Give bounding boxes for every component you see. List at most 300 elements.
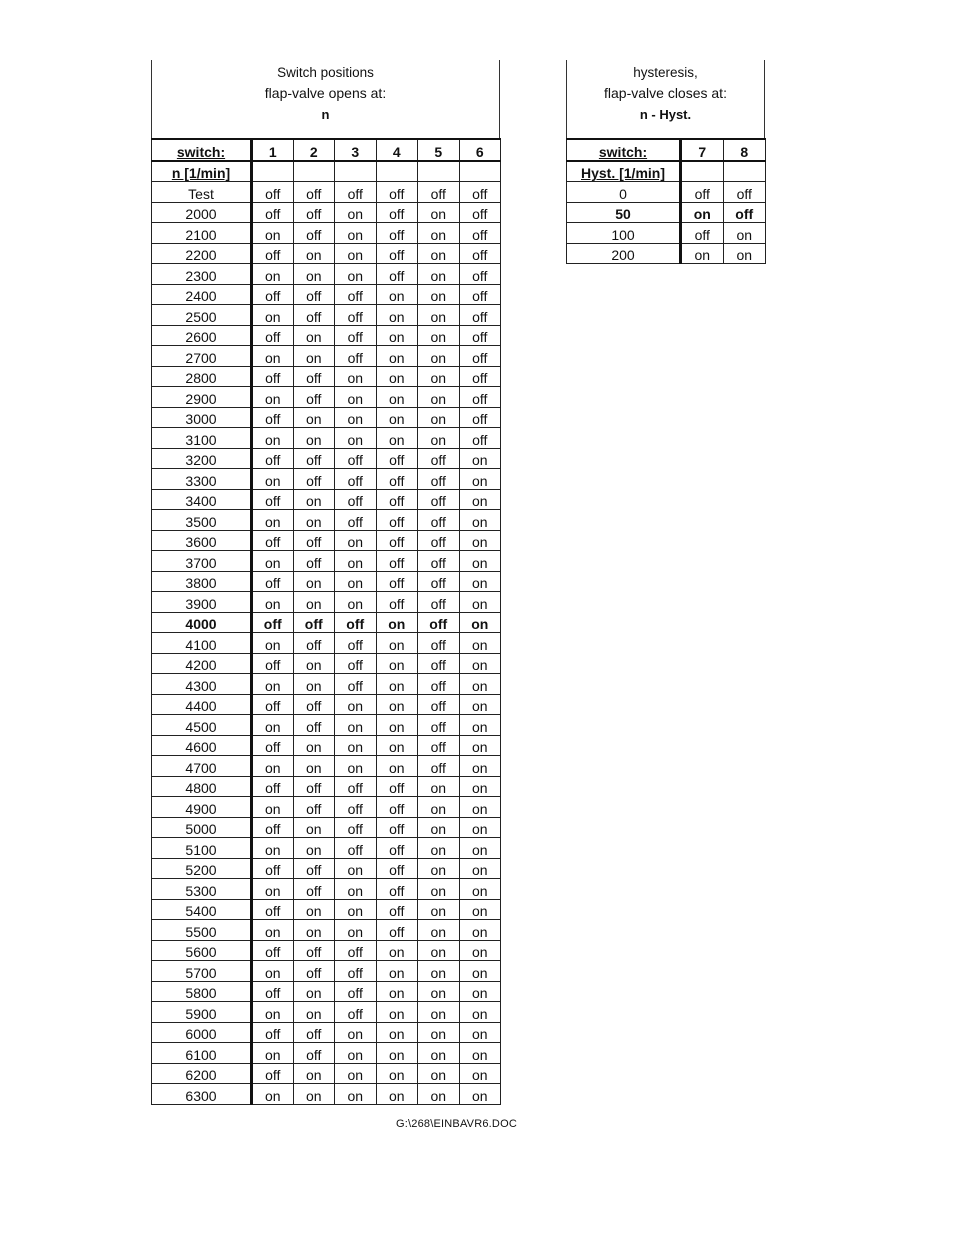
switch-state: on <box>376 407 418 428</box>
unit-row <box>567 161 766 182</box>
switch-state: on <box>252 346 294 367</box>
switch-state: off <box>252 817 294 838</box>
row-value: 2600 <box>152 325 252 346</box>
switch-state: off <box>252 243 294 264</box>
switch-state: on <box>376 366 418 387</box>
hyst-header-line2: flap-valve closes at: <box>604 85 727 101</box>
table-row <box>152 653 501 674</box>
row-value: 6100 <box>152 1043 252 1064</box>
switch-state: on <box>418 858 460 879</box>
switch-state: off <box>252 182 294 203</box>
switch-state: off <box>418 633 460 654</box>
switch-state: on <box>252 674 294 695</box>
switch-state: on <box>376 325 418 346</box>
empty-cell <box>723 161 766 182</box>
row-value: 5600 <box>152 940 252 961</box>
switch-state: off <box>293 961 335 982</box>
switch-state: on <box>252 469 294 490</box>
switch-number: 1 <box>252 139 294 161</box>
switch-state: off <box>376 776 418 797</box>
switch-state: on <box>459 817 501 838</box>
switch-state: off <box>335 489 377 510</box>
switch-state: on <box>293 920 335 941</box>
table-row <box>152 346 501 367</box>
switch-state: on <box>459 551 501 572</box>
switch-state: off <box>418 735 460 756</box>
table-row <box>567 223 766 244</box>
switch-state: on <box>335 756 377 777</box>
switch-state: off <box>723 182 766 203</box>
switch-label: switch: <box>567 139 681 161</box>
switch-state: off <box>681 223 724 244</box>
switch-state: on <box>252 592 294 613</box>
switch-state: on <box>335 920 377 941</box>
table-row <box>152 305 501 326</box>
row-value: 3800 <box>152 571 252 592</box>
switch-state: on <box>376 961 418 982</box>
switch-state: on <box>335 1063 377 1084</box>
switch-state: on <box>376 1002 418 1023</box>
switch-state: on <box>293 243 335 264</box>
table-row <box>152 1022 501 1043</box>
switch-state: on <box>418 899 460 920</box>
switch-state: off <box>252 448 294 469</box>
switch-state: off <box>293 448 335 469</box>
document-path: G:\268\EINBAVR6.DOC <box>396 1118 517 1130</box>
switch-state: on <box>293 325 335 346</box>
switch-state: off <box>293 530 335 551</box>
switch-state: on <box>335 223 377 244</box>
switch-state: off <box>252 858 294 879</box>
switch-state: off <box>376 469 418 490</box>
table-row <box>152 633 501 654</box>
switch-state: on <box>418 202 460 223</box>
switch-state: on <box>293 817 335 838</box>
row-value: 2200 <box>152 243 252 264</box>
table-row <box>152 510 501 531</box>
switch-state: on <box>293 346 335 367</box>
switch-state: on <box>252 551 294 572</box>
switch-state: on <box>459 612 501 633</box>
switch-number: 6 <box>459 139 501 161</box>
switch-state: off <box>681 182 724 203</box>
switch-number: 2 <box>293 139 335 161</box>
table-row <box>152 961 501 982</box>
switch-state: on <box>459 1043 501 1064</box>
switch-state: off <box>376 858 418 879</box>
switch-state: off <box>293 1022 335 1043</box>
switch-state: on <box>376 653 418 674</box>
table-row <box>152 940 501 961</box>
empty-cell <box>293 161 335 182</box>
switch-state: on <box>681 202 724 223</box>
switch-state: off <box>293 879 335 900</box>
switch-label: switch: <box>152 139 252 161</box>
row-value: 6200 <box>152 1063 252 1084</box>
row-value: 3200 <box>152 448 252 469</box>
switch-state: off <box>252 325 294 346</box>
switch-state: off <box>293 1043 335 1064</box>
switch-state: off <box>459 387 501 408</box>
switch-state: on <box>459 592 501 613</box>
row-value: Test <box>152 182 252 203</box>
switch-state: off <box>335 653 377 674</box>
switch-state: off <box>335 305 377 326</box>
table-row <box>152 1063 501 1084</box>
switch-number: 5 <box>418 139 460 161</box>
switch-state: on <box>418 1063 460 1084</box>
switch-state: off <box>335 469 377 490</box>
switch-state: on <box>418 961 460 982</box>
row-value: 4400 <box>152 694 252 715</box>
switch-state: on <box>459 530 501 551</box>
switch-state: on <box>252 510 294 531</box>
switch-state: on <box>252 264 294 285</box>
switch-state: on <box>252 1084 294 1105</box>
switch-state: on <box>335 1022 377 1043</box>
switch-state: off <box>335 797 377 818</box>
switch-state: on <box>459 838 501 859</box>
switch-state: off <box>252 653 294 674</box>
switch-state: on <box>252 223 294 244</box>
switch-state: on <box>376 346 418 367</box>
switch-state: on <box>459 920 501 941</box>
switch-state: off <box>418 182 460 203</box>
switch-state: on <box>418 325 460 346</box>
table-row <box>152 735 501 756</box>
table-row <box>152 879 501 900</box>
switch-state: on <box>459 510 501 531</box>
switch-state: on <box>335 592 377 613</box>
switch-state: off <box>335 817 377 838</box>
switch-state: off <box>459 243 501 264</box>
switch-state: on <box>293 489 335 510</box>
switch-state: off <box>252 530 294 551</box>
table-row <box>152 469 501 490</box>
switch-number: 4 <box>376 139 418 161</box>
switch-state: on <box>418 1084 460 1105</box>
switch-header-row <box>567 139 766 161</box>
table-row <box>152 366 501 387</box>
switch-state: off <box>418 551 460 572</box>
switch-state: off <box>459 428 501 449</box>
switch-state: off <box>418 510 460 531</box>
switch-state: on <box>293 838 335 859</box>
switch-state: off <box>418 715 460 736</box>
table-row <box>567 182 766 203</box>
switch-state: on <box>418 305 460 326</box>
row-value: 2400 <box>152 284 252 305</box>
switch-state: on <box>293 1084 335 1105</box>
switch-state: off <box>376 243 418 264</box>
switch-state: off <box>252 776 294 797</box>
switch-number: 7 <box>681 139 724 161</box>
switch-state: off <box>293 776 335 797</box>
table-row <box>152 428 501 449</box>
switch-state: on <box>418 284 460 305</box>
switch-state: off <box>252 489 294 510</box>
switch-state: on <box>376 387 418 408</box>
switch-state: on <box>459 756 501 777</box>
switch-state: on <box>418 1002 460 1023</box>
switch-state: off <box>293 694 335 715</box>
row-value: 4000 <box>152 612 252 633</box>
switch-state: on <box>418 776 460 797</box>
switch-state: off <box>418 571 460 592</box>
switch-state: off <box>252 694 294 715</box>
switch-state: off <box>376 530 418 551</box>
switch-state: off <box>418 592 460 613</box>
switch-state: off <box>252 202 294 223</box>
switch-state: on <box>459 735 501 756</box>
switch-state: off <box>376 838 418 859</box>
hysteresis-header <box>566 60 765 138</box>
switch-state: off <box>459 305 501 326</box>
switch-state: on <box>252 797 294 818</box>
table-row <box>152 1043 501 1064</box>
switch-state: off <box>293 940 335 961</box>
switch-state: off <box>293 612 335 633</box>
switch-state: off <box>376 510 418 531</box>
switch-state: on <box>459 715 501 736</box>
table-row <box>152 571 501 592</box>
table-row <box>152 243 501 264</box>
switch-state: on <box>459 1002 501 1023</box>
switch-state: on <box>293 981 335 1002</box>
switch-state: on <box>293 1063 335 1084</box>
empty-cell <box>335 161 377 182</box>
switch-state: on <box>376 981 418 1002</box>
switch-state: on <box>293 407 335 428</box>
switch-state: off <box>376 223 418 244</box>
row-value: 5300 <box>152 879 252 900</box>
switch-state: off <box>376 879 418 900</box>
switch-state: off <box>376 264 418 285</box>
table-row <box>152 325 501 346</box>
switch-state: off <box>252 1022 294 1043</box>
switch-state: on <box>376 612 418 633</box>
switch-state: on <box>335 530 377 551</box>
switch-state: off <box>376 797 418 818</box>
switch-state: on <box>418 817 460 838</box>
table-row <box>152 592 501 613</box>
switch-state: on <box>723 243 766 264</box>
switch-state: on <box>459 571 501 592</box>
switch-state: off <box>418 469 460 490</box>
switch-state: off <box>418 653 460 674</box>
switch-state: on <box>376 305 418 326</box>
switch-state: on <box>459 899 501 920</box>
table-row <box>152 756 501 777</box>
switch-state: off <box>293 305 335 326</box>
switch-state: off <box>293 223 335 244</box>
table-row <box>152 899 501 920</box>
switch-state: off <box>459 202 501 223</box>
switch-state: on <box>459 776 501 797</box>
switch-state: on <box>252 879 294 900</box>
switch-state: on <box>459 489 501 510</box>
table-row <box>152 612 501 633</box>
switch-state: on <box>459 1063 501 1084</box>
switch-state: on <box>293 756 335 777</box>
switch-state: on <box>418 407 460 428</box>
main-header-line1: Switch positions <box>277 65 374 80</box>
switch-state: on <box>459 981 501 1002</box>
table-row <box>152 448 501 469</box>
empty-cell <box>376 161 418 182</box>
switch-state: on <box>459 858 501 879</box>
switch-state: on <box>418 838 460 859</box>
row-value: 5500 <box>152 920 252 941</box>
switch-state: on <box>376 428 418 449</box>
row-value: 4600 <box>152 735 252 756</box>
switch-state: on <box>335 551 377 572</box>
switch-state: on <box>252 838 294 859</box>
table-row <box>152 407 501 428</box>
row-value: 5200 <box>152 858 252 879</box>
switch-state: on <box>459 694 501 715</box>
switch-state: on <box>335 735 377 756</box>
switch-state: off <box>293 797 335 818</box>
switch-state: on <box>459 961 501 982</box>
table-row <box>152 920 501 941</box>
switch-state: off <box>293 715 335 736</box>
switch-state: off <box>293 469 335 490</box>
switch-state: off <box>376 202 418 223</box>
empty-cell <box>681 161 724 182</box>
switch-state: on <box>418 264 460 285</box>
row-value: 3500 <box>152 510 252 531</box>
row-value: 4100 <box>152 633 252 654</box>
switch-state: on <box>252 387 294 408</box>
empty-cell <box>252 161 294 182</box>
row-value: 3400 <box>152 489 252 510</box>
switch-state: on <box>293 264 335 285</box>
switch-state: off <box>723 202 766 223</box>
switch-state: off <box>376 571 418 592</box>
switch-state: off <box>252 1063 294 1084</box>
table-row <box>152 1002 501 1023</box>
switch-state: on <box>376 1022 418 1043</box>
switch-state: off <box>335 776 377 797</box>
table-row <box>152 981 501 1002</box>
switch-state: off <box>252 366 294 387</box>
switch-state: off <box>376 182 418 203</box>
table-row <box>152 223 501 244</box>
table-row <box>152 387 501 408</box>
switch-number: 8 <box>723 139 766 161</box>
switch-state: on <box>252 1002 294 1023</box>
switch-state: off <box>335 981 377 1002</box>
switch-state: on <box>376 694 418 715</box>
switch-state: on <box>459 879 501 900</box>
switch-state: on <box>293 653 335 674</box>
switch-state: off <box>293 633 335 654</box>
empty-cell <box>459 161 501 182</box>
table-row <box>152 551 501 572</box>
switch-state: on <box>376 735 418 756</box>
switch-state: on <box>252 961 294 982</box>
switch-state: on <box>418 879 460 900</box>
switch-state: off <box>293 551 335 572</box>
switch-state: on <box>459 940 501 961</box>
switch-state: off <box>293 202 335 223</box>
switch-state: on <box>459 674 501 695</box>
switch-header-row <box>152 139 501 161</box>
switch-state: on <box>459 653 501 674</box>
table-row <box>152 776 501 797</box>
switch-state: on <box>418 920 460 941</box>
switch-state: off <box>418 530 460 551</box>
switch-state: off <box>293 858 335 879</box>
switch-state: off <box>335 940 377 961</box>
hysteresis-table <box>566 138 766 264</box>
switch-state: on <box>418 243 460 264</box>
switch-state: on <box>252 920 294 941</box>
switch-state: off <box>376 551 418 572</box>
switch-state: on <box>418 797 460 818</box>
table-row <box>567 202 766 223</box>
switch-state: on <box>335 715 377 736</box>
table-row <box>567 243 766 264</box>
row-value: 200 <box>567 243 681 264</box>
switch-state: on <box>459 797 501 818</box>
switch-state: on <box>418 940 460 961</box>
row-value: 2100 <box>152 223 252 244</box>
hyst-header-line1: hysteresis, <box>633 65 698 80</box>
row-value: 4500 <box>152 715 252 736</box>
main-header-line3: n <box>321 107 330 122</box>
row-value: 2700 <box>152 346 252 367</box>
row-value: 4800 <box>152 776 252 797</box>
switch-state: on <box>335 407 377 428</box>
switch-state: off <box>459 182 501 203</box>
switch-state: off <box>335 961 377 982</box>
switch-positions-header <box>151 60 500 138</box>
switch-state: off <box>252 571 294 592</box>
row-value: 100 <box>567 223 681 244</box>
switch-state: on <box>418 366 460 387</box>
switch-state: on <box>252 633 294 654</box>
row-value: 0 <box>567 182 681 203</box>
switch-state: on <box>418 1022 460 1043</box>
row-value: 50 <box>567 202 681 223</box>
table-row <box>152 715 501 736</box>
row-value: 4200 <box>152 653 252 674</box>
switch-state: off <box>335 182 377 203</box>
switch-state: on <box>376 674 418 695</box>
table-row <box>152 202 501 223</box>
switch-state: on <box>335 202 377 223</box>
switch-state: off <box>335 1002 377 1023</box>
switch-state: off <box>418 489 460 510</box>
row-value: 4700 <box>152 756 252 777</box>
row-value: 2000 <box>152 202 252 223</box>
switch-state: off <box>293 387 335 408</box>
switch-state: on <box>418 981 460 1002</box>
row-value: 4300 <box>152 674 252 695</box>
switch-state: on <box>335 571 377 592</box>
row-value: 3600 <box>152 530 252 551</box>
row-value: 5700 <box>152 961 252 982</box>
switch-state: on <box>459 1084 501 1105</box>
switch-state: on <box>293 674 335 695</box>
switch-state: off <box>335 838 377 859</box>
row-value: 2900 <box>152 387 252 408</box>
switch-state: on <box>252 428 294 449</box>
switch-state: on <box>459 1022 501 1043</box>
switch-state: on <box>335 387 377 408</box>
